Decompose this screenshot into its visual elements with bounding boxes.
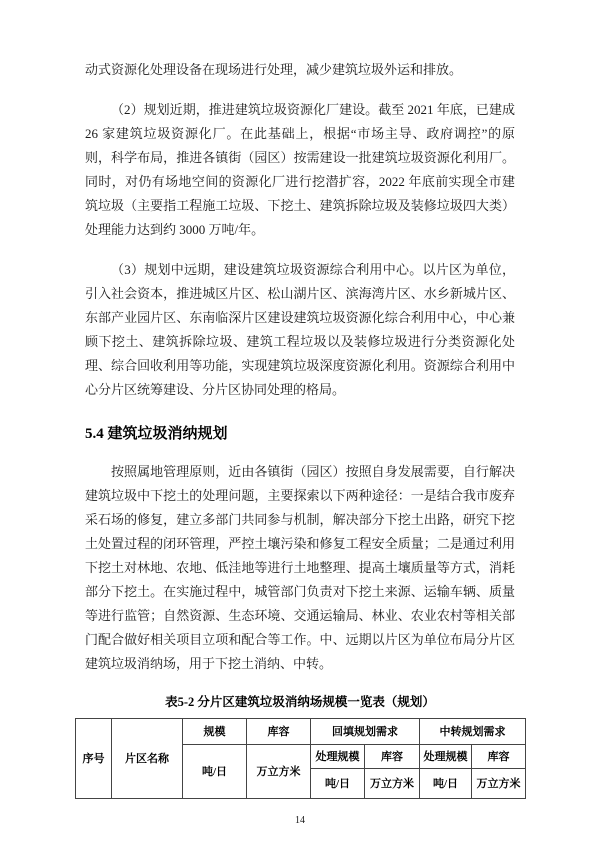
table-header-row-1 xyxy=(76,719,526,745)
header-cell-backfill-capacity-unit: 万立方米 xyxy=(365,769,420,799)
header-cell-capacity: 库容 xyxy=(247,719,311,745)
header-cell-backfill-demand: 回填规划需求 xyxy=(311,719,420,745)
disposal-sites-table xyxy=(75,718,526,799)
page-number: 14 xyxy=(295,815,305,826)
body-paragraph: （3）规划中远期，建设建筑垃圾资源综合利用中心。以片区为单位，引入社会资本，推进城区片区、松山湖片区、滨海湾片区、水乡新城片区、东部产业园片区、东南临深片区建设建筑垃圾资源化综合利用中心，中心兼顾下挖土、建筑拆除垃圾、建筑工程垃圾以及装修垃圾进行分类资源化处理、综合回收利用等功能，实现建筑垃圾深度资源化利用。资源综合利用中心分片区统筹建设、分片区协同处理的格局。 xyxy=(85,262,515,397)
body-paragraph: （2）规划近期，推进建筑垃圾资源化厂建设。截至 2021 年底，已建成 26 家建筑垃圾资源化厂。在此基础上，根据“市场主导、政府调控”的原则，科学布局，推进各镇街（园区）按需建设一批建筑垃圾资源化利用厂。同时，对仍有场地空间的资源化厂进行挖潜扩容，2022 年底前实现全市建筑垃圾（主要指工程施工垃圾、下挖土、建筑拆除垃圾及装修垃圾四大类）处理能力达到约 3000 万吨/年。 xyxy=(85,102,515,237)
header-cell-scale-unit: 吨/日 xyxy=(183,745,247,799)
header-cell-backfill-capacity: 库容 xyxy=(365,745,420,769)
header-cell-transfer-capacity: 库容 xyxy=(472,745,526,769)
header-cell-backfill-process-scale: 处理规模 xyxy=(311,745,365,769)
header-cell-transfer-capacity-unit: 万立方米 xyxy=(472,769,526,799)
header-cell-transfer-scale-unit: 吨/日 xyxy=(420,769,472,799)
header-cell-seq: 序号 xyxy=(76,719,112,799)
header-cell-scale: 规模 xyxy=(183,719,247,745)
table-caption: 表5-2 分片区建筑垃圾消纳场规模一览表（规划） xyxy=(165,695,435,709)
header-cell-backfill-scale-unit: 吨/日 xyxy=(311,769,365,799)
header-cell-transfer-process-scale: 处理规模 xyxy=(420,745,472,769)
header-cell-transfer-demand: 中转规划需求 xyxy=(420,719,526,745)
body-paragraph: 按照属地管理原则，近由各镇街（园区）按照自身发展需要，自行解决建筑垃圾中下挖土的处理问题，主要探索以下两种途径：一是结合我市废弃采石场的修复，建立多部门共同参与机制，解决部分下挖土出路，研究下挖土处置过程的闭环管理，严控土壤污染和修复工程安全质量；二是通过利用下挖土对林地、农地、低洼地等进行土地整理、提高土壤质量等方式，消耗部分下挖土。在实施过程中，城管部门负责对下挖土来源、运输车辆、质量等进行监管；自然资源、生态环境、交通运输局、林业、农业农村等相关部门配合做好相关项目立项和配合等工作。中、远期以片区为单位布局分片区建筑垃圾消纳场，用于下挖土消纳、中转。 xyxy=(85,464,515,671)
section-heading: 5.4 建筑垃圾消纳规划 xyxy=(85,426,228,442)
body-paragraph: 动式资源化处理设备在现场进行处理，减少建筑垃圾外运和排放。 xyxy=(85,62,463,77)
header-cell-capacity-unit: 万立方米 xyxy=(247,745,311,799)
header-cell-area-name: 片区名称 xyxy=(112,719,183,799)
